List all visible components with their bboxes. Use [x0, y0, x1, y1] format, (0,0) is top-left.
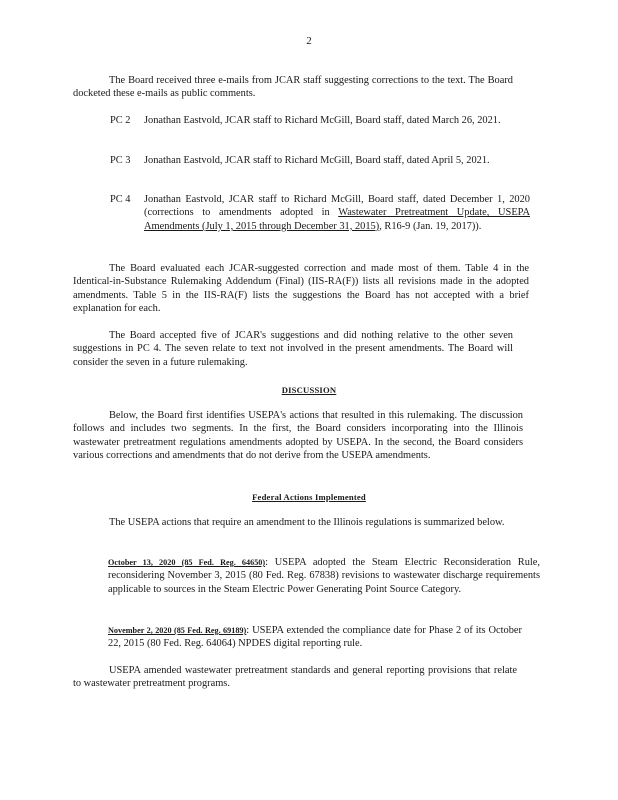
federal-action-text: : USEPA adopted the Steam Electric Reconsideration Rule, reconsidering November 3, 2015 (80 Fed. Reg. 67838) revisions to wastewater discharge requirements applicable to sources in the Steam Electric Power Generating Point Source Category.: [108, 557, 540, 595]
federal-register-citation: October 13, 2020 (85 Fed. Reg. 64650): [108, 558, 266, 567]
federal-action-item: [108, 624, 522, 651]
federal-action-item: [108, 556, 540, 596]
closing-paragraph: USEPA amended wastewater pretreatment standards and general reporting provisions that relate to wastewater pretreatment programs.: [73, 665, 517, 690]
public-comment-item: [110, 154, 530, 167]
public-comment-text: Jonathan Eastvold, JCAR staff to Richard McGill, Board staff, dated April 5, 2021.: [144, 155, 490, 166]
public-comment-item: [110, 114, 530, 127]
public-comment-text: [144, 193, 530, 233]
public-comment-number: PC 4: [110, 194, 131, 205]
federal-actions-heading: Federal Actions Implemented: [252, 492, 366, 502]
federal-action-text: : USEPA extended the compliance date for Phase 2 of its October 22, 2015 (80 Fed. Reg. 64064) NPDES digital reporting rule.: [108, 625, 522, 650]
federal-register-citation: November 2, 2020 (85 Fed. Reg. 69189): [108, 626, 247, 635]
federal-intro-paragraph: The USEPA actions that require an amendment to the Illinois regulations is summarized below.: [109, 517, 505, 528]
public-comment-item: [110, 193, 530, 233]
evaluation-paragraph: The Board evaluated each JCAR-suggested correction and made most of them. Table 4 in the Identical-in-Substance Rulemaking Addendum (Final) (IIS-RA(F)) lists all revisions made in the adopted amendments. Table 5 in the IIS-RA(F) lists the suggestions the Board has not accepted with a brief explanation for each.: [73, 263, 529, 315]
discussion-paragraph: Below, the Board first identifies USEPA's actions that resulted in this rulemaking. The discussion follows and includes two segments. In the first, the Board considers incorporating into the Illinois wastewater pretreatment regulations amendments adopted by USEPA. In the second, the Board considers various corrections and amendments that do not derive from the USEPA amendments.: [73, 410, 523, 462]
public-comment-number: PC 3: [110, 155, 131, 166]
public-comment-text-part: Jonathan Eastvold, JCAR staff to Richard McGill, Board staff, dated December 1, 2020 (corrections to amendments adopted in: [144, 194, 530, 219]
page-number: 2: [306, 35, 312, 47]
rulemaking-title: Wastewater Pretreatment Update, USEPA Amendments (July 1, 2015 through December 31, 2015): [144, 207, 530, 232]
intro-paragraph: The Board received three e-mails from JCAR staff suggesting corrections to the text. The Board docketed these e-mails as public comments.: [73, 75, 513, 100]
public-comment-number: PC 2: [110, 115, 131, 126]
public-comment-text-part: , R16-9 (Jan. 19, 2017)).: [379, 220, 482, 232]
accepted-paragraph: The Board accepted five of JCAR's suggestions and did nothing relative to the other seven suggestions in PC 4. The seven relate to text not involved in the present amendments. The Board will consider the seven in a future rulemaking.: [73, 330, 513, 368]
public-comment-text: Jonathan Eastvold, JCAR staff to Richard McGill, Board staff, dated March 26, 2021.: [144, 115, 501, 126]
discussion-heading: DISCUSSION: [281, 385, 337, 395]
